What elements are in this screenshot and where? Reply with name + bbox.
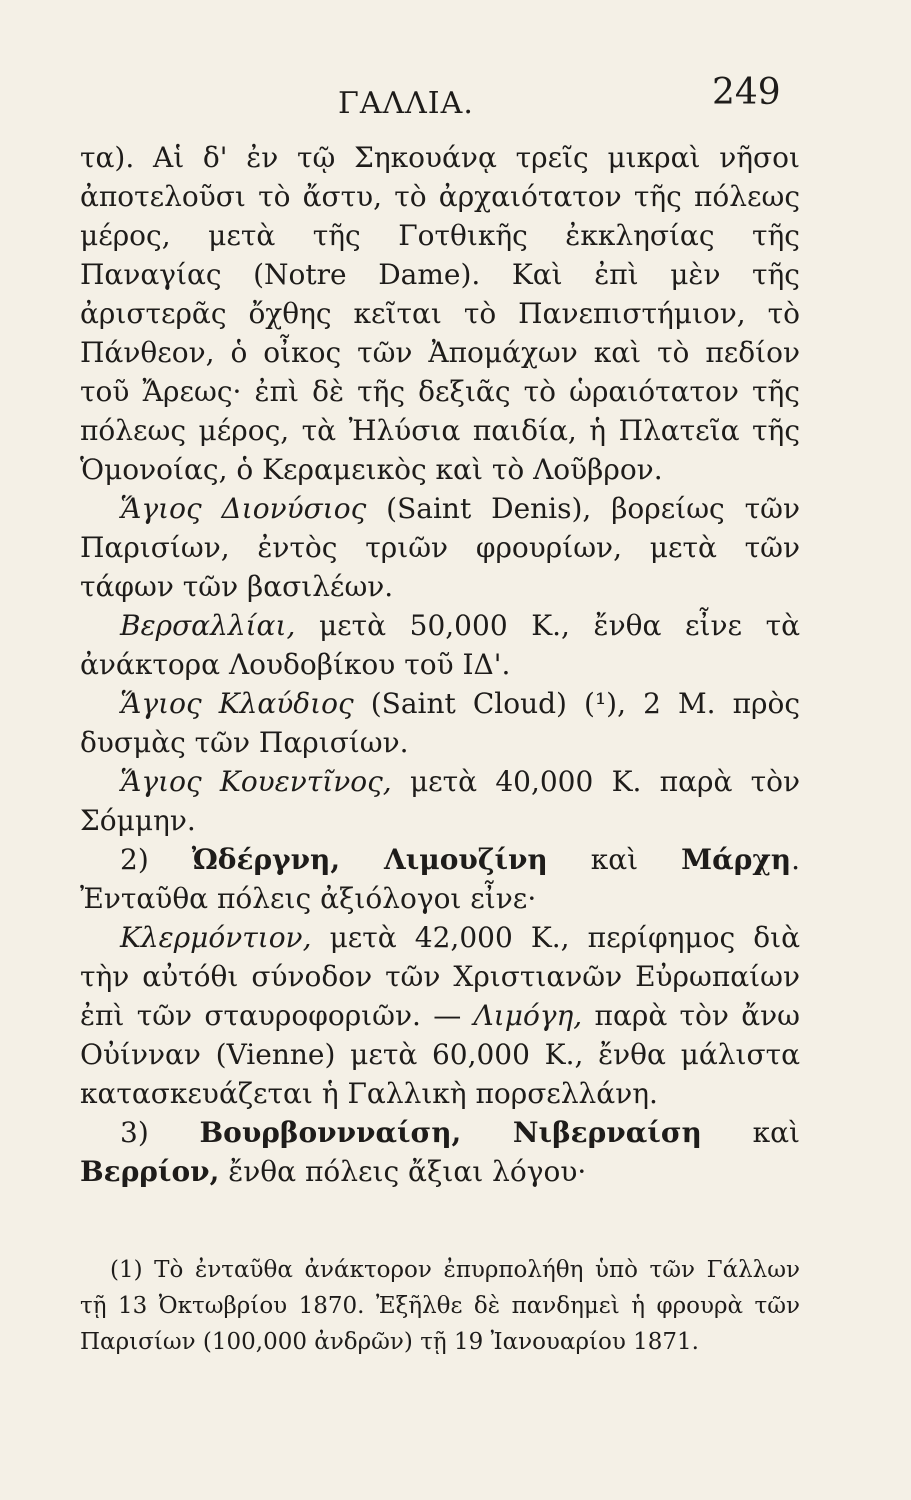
place-name: Κλερμόντιον, [120,921,312,954]
section-2-heading: 2) Ὠδέργνη, Λιμουζίνη καὶ Μάρχη. Ἐνταῦθα πόλεις ἀξιόλογοι εἶνε· [80,843,800,915]
page-header [0,72,911,132]
place-name: Λιμόγη, [473,999,583,1032]
place-name: Ἅγιος Κουεντῖνος, [120,765,392,798]
footnote-block [80,1252,800,1360]
paragraph-versailles: Βερσαλλίαι, μετὰ 50,000 Κ., ἔνθα εἶνε τὰ ἀνάκτορα Λουδοβίκου τοῦ ΙΔ'. [80,609,800,681]
page-number: 249 [712,72,781,113]
footnote-1: (1) Τὸ ἐνταῦθα ἀνάκτορον ἐπυρπολήθη ὑπὸ τῶν Γάλλων τῇ 13 Ὀκτωβρίου 1870. Ἐξῆλθε δὲ πανδημεὶ ἡ φρουρὰ τῶν Παρισίων (100,000 ἀνδρῶν) τῇ 19 Ἰανουαρίου 1871. [80,1257,800,1355]
region-name: Βερρίον, [80,1155,220,1188]
body-text [80,138,800,1191]
region-names: Βουρβοννναίση, Νιβερναίση [199,1116,702,1149]
place-name: Βερσαλλίαι, [120,609,296,642]
section-3-heading: 3) Βουρβοννναίση, Νιβερναίση καὶ Βερρίον, ἔνθα πόλεις ἄξιαι λόγου· [80,1116,800,1188]
region-name: Μάρχη [681,843,792,876]
paragraph-clermont-limoges: Κλερμόντιον, μετὰ 42,000 Κ., περίφημος διὰ τὴν αὐτόθι σύνοδον τῶν Χριστιανῶν Εὐρωπαίων ἐπὶ τῶν σταυροφοριῶν. — Λιμόγη, παρὰ τὸν ἄνω Οὐίνναν (Vienne) μετὰ 60,000 Κ., ἔνθα μάλιστα κατασκευάζεται ἡ Γαλλικὴ πορσελλάνη. [80,921,800,1110]
place-name: Ἅγιος Κλαύδιος [120,687,354,720]
running-head: ΓΑΛΛΙΑ. [338,86,474,121]
paragraph-saint-denis: Ἅγιος Διονύσιος (Saint Denis), βορείως τῶν Παρισίων, ἐντὸς τριῶν φρουρίων, μετὰ τῶν τάφων τῶν βασιλέων. [80,492,800,603]
paragraph-saint-cloud: Ἅγιος Κλαύδιος (Saint Cloud) (¹), 2 Μ. πρὸς δυσμὰς τῶν Παρισίων. [80,687,800,759]
paragraph-saint-quentin: Ἅγιος Κουεντῖνος, μετὰ 40,000 Κ. παρὰ τὸν Σόμμην. [80,765,800,837]
paragraph-paris: τα). Αἱ δ' ἐν τῷ Σηκουάνᾳ τρεῖς μικραὶ νῆσοι ἀποτελοῦσι τὸ ἄστυ, τὸ ἀρχαιότατον τῆς πόλεως μέρος, μετὰ τῆς Γοτθικῆς ἐκκλησίας τῆς Παναγίας (Notre Dame). Καὶ ἐπὶ μὲν τῆς ἀριστερᾶς ὄχθης κεῖται τὸ Πανεπιστήμιον, τὸ Πάνθεον, ὁ οἶκος τῶν Ἀπομάχων καὶ τὸ πεδίον τοῦ Ἄρεως· ἐπὶ δὲ τῆς δεξιᾶς τὸ ὡραιότατον τῆς πόλεως μέρος, τὰ Ἠλύσια παιδία, ἡ Πλατεῖα τῆς Ὁμονοίας, ὁ Κεραμεικὸς καὶ τὸ Λοῦβρον. [80,141,800,486]
region-names: Ὠδέργνη, Λιμουζίνη [191,843,548,876]
place-name: Ἅγιος Διονύσιος [120,492,367,525]
